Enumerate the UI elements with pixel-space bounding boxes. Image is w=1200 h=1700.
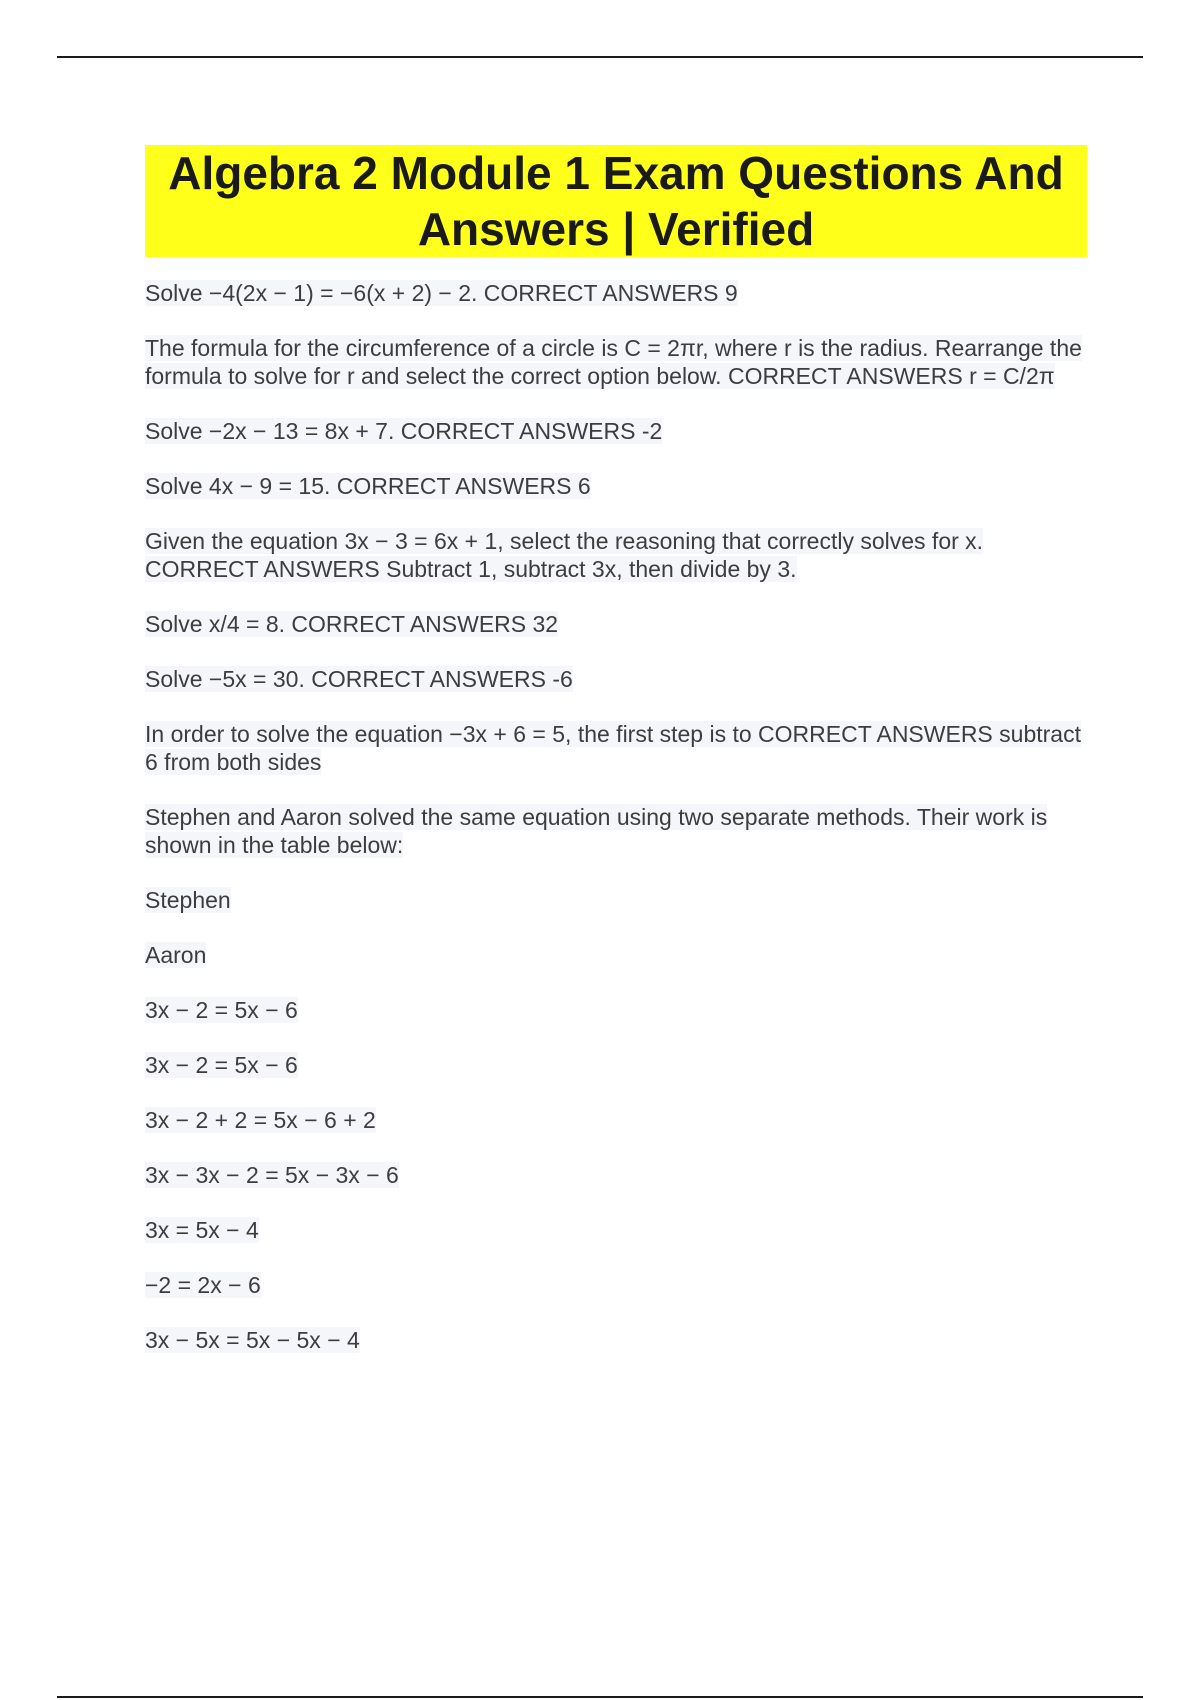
paragraph-text: 3x − 5x = 5x − 5x − 4 — [145, 1327, 360, 1353]
paragraph-text: In order to solve the equation −3x + 6 = 5, the first step is to CORRECT ANSWERS subtract 6 from both sides — [145, 721, 1081, 775]
paragraph — [145, 941, 1087, 969]
paragraph — [145, 803, 1087, 859]
paragraph-text: Solve 4x − 9 = 15. CORRECT ANSWERS 6 — [145, 473, 591, 499]
document-title — [145, 145, 1087, 257]
paragraph — [145, 610, 1087, 638]
paragraph-text: 3x − 2 = 5x − 6 — [145, 1052, 298, 1078]
paragraph — [145, 334, 1087, 390]
paragraph-text: Aaron — [145, 942, 207, 968]
paragraph-text: The formula for the circumference of a circle is C = 2πr, where r is the radius. Rearrange the formula to solve for r and select the correct option below. CORRECT ANSWERS r = C/2π — [145, 335, 1082, 389]
paragraph-text: 3x = 5x − 4 — [145, 1217, 259, 1243]
document-body — [145, 145, 1087, 1381]
paragraph-text: Solve −2x − 13 = 8x + 7. CORRECT ANSWERS -2 — [145, 418, 663, 444]
paragraph-text: Stephen and Aaron solved the same equation using two separate methods. Their work is shown in the table below: — [145, 804, 1048, 858]
paragraph-text: 3x − 2 = 5x − 6 — [145, 997, 298, 1023]
paragraph-text: 3x − 2 + 2 = 5x − 6 + 2 — [145, 1107, 376, 1133]
paragraph — [145, 665, 1087, 693]
paragraph-text: −2 = 2x − 6 — [145, 1272, 261, 1298]
paragraph — [145, 720, 1087, 776]
paragraph-text: Solve −4(2x − 1) = −6(x + 2) − 2. CORRECT ANSWERS 9 — [145, 280, 738, 306]
title-line-2: Answers | Verified — [417, 203, 815, 255]
paragraph-text: 3x − 3x − 2 = 5x − 3x − 6 — [145, 1162, 399, 1188]
title-line-1: Algebra 2 Module 1 Exam Questions And — [168, 147, 1064, 199]
paragraph — [145, 1216, 1087, 1244]
paragraph — [145, 1326, 1087, 1354]
paragraph — [145, 417, 1087, 445]
paragraph — [145, 279, 1087, 307]
bottom-rule — [57, 1696, 1143, 1698]
paragraph — [145, 1161, 1087, 1189]
paragraph-text: Stephen — [145, 887, 231, 913]
paragraph — [145, 886, 1087, 914]
paragraph — [145, 996, 1087, 1024]
paragraph-text: Solve x/4 = 8. CORRECT ANSWERS 32 — [145, 611, 559, 637]
paragraph — [145, 1106, 1087, 1134]
paragraph — [145, 1051, 1087, 1079]
paragraph-text: Given the equation 3x − 3 = 6x + 1, select the reasoning that correctly solves for x. CORRECT ANSWERS Subtract 1, subtract 3x, then divide by 3. — [145, 528, 984, 582]
paragraph — [145, 472, 1087, 500]
top-rule — [57, 56, 1143, 58]
paragraph-text: Solve −5x = 30. CORRECT ANSWERS -6 — [145, 666, 573, 692]
paragraph — [145, 1271, 1087, 1299]
paragraph — [145, 527, 1087, 583]
